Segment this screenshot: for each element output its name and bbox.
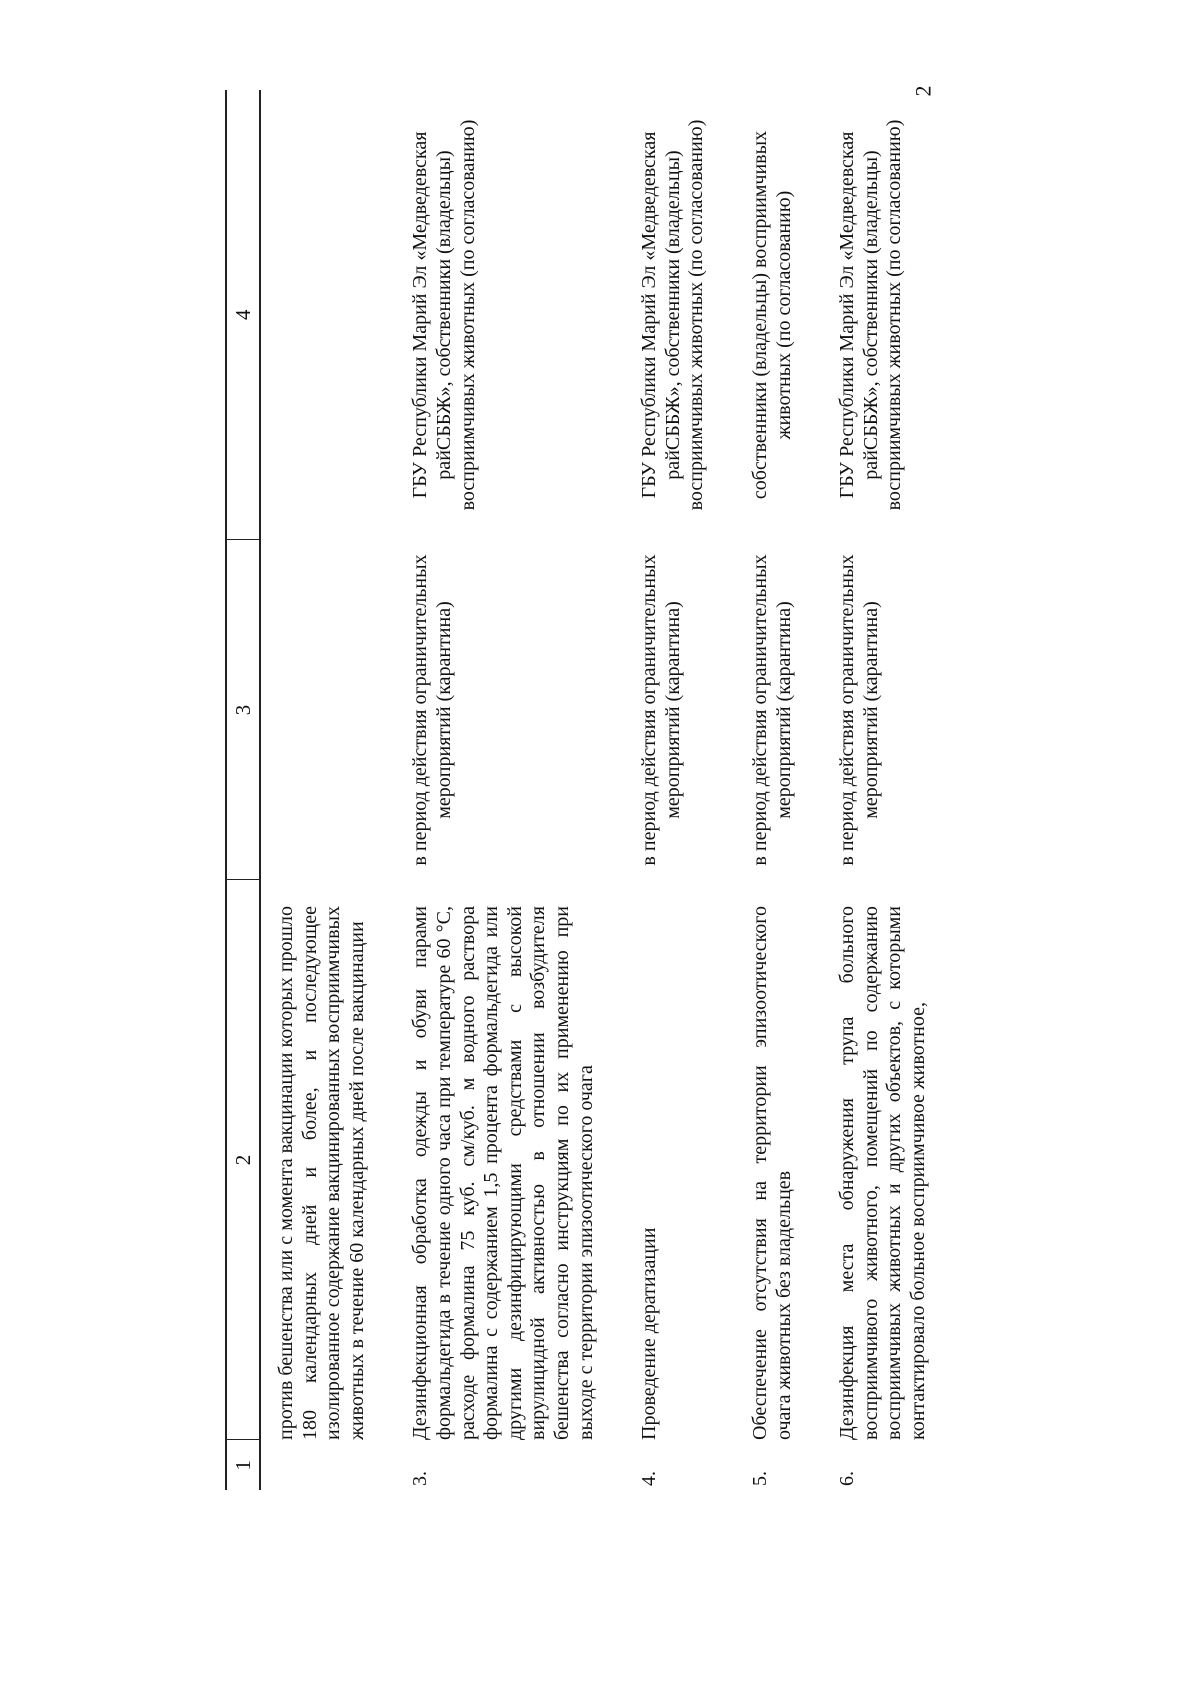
- rotated-page-content: [225, 90, 1075, 1490]
- header-col-1: 1: [226, 1440, 260, 1490]
- page-number: 2: [910, 85, 936, 97]
- header-col-3: 3: [226, 540, 260, 880]
- measures-table: [225, 90, 930, 1490]
- measure-description: Дезинфекция места обнаружения трупа больного восприимчивого животного, помещений по содержанию восприимчивых животных и других объектов, с которыми контактировало больное восприимчивое животное,: [836, 906, 929, 1440]
- row-number: 5.: [748, 1471, 771, 1486]
- row-number: [260, 1440, 369, 1490]
- measure-period: [260, 540, 369, 880]
- table-header-row: [226, 90, 260, 1490]
- table-row-4: [638, 90, 709, 1490]
- measure-period: в период действия ограничительных мероприятий (карантина): [409, 554, 455, 866]
- measure-period: в период действия ограничительных мероприятий (карантина): [748, 554, 795, 866]
- row-number: 4.: [638, 1471, 661, 1486]
- header-col-2: 2: [226, 880, 260, 1440]
- measure-responsible: ГБУ Республики Марий Эл «Медведевская райСББЖ», собственники (владельцы) восприимчивых животных (по согласованию): [836, 119, 906, 511]
- row-number: 3.: [409, 1471, 432, 1486]
- table-row-5: [749, 90, 796, 1490]
- measure-description: Дезинфекционная обработка одежды и обуви парами формальдегида в течение одного часа при температуре 60 °С, расходе формалина 75 куб. см/куб. м водного раствора формалина с содержанием 1,5 процента формальдегида или другими дезинфицирующими средствами с высокой вирулицидной активностью в отношении возбудителя бешенства согласно инструкциям по их применению при выходе с территории эпизоотического очага: [409, 906, 597, 1440]
- table-row-6: [836, 90, 930, 1490]
- table-row-3: [409, 90, 598, 1490]
- measure-responsible: ГБУ Республики Марий Эл «Медведевская райСББЖ», собственники (владельцы) восприимчивых животных (по согласованию): [409, 119, 479, 511]
- measure-responsible: собственники (владельцы) восприимчивых животных (по согласованию): [748, 130, 795, 500]
- measure-description: Проведение дератизации: [638, 1227, 661, 1440]
- header-col-4: 4: [226, 90, 260, 540]
- measure-responsible: [260, 90, 369, 540]
- measure-description: против бешенства или с момента вакцинации которых прошло 180 календарных дней и более, и последующее изолированное содержание вакцинированных восприимчивых животных в течение 60 календарных дней после вакцинации: [275, 906, 368, 1440]
- measure-period: в период действия ограничительных мероприятий (карантина): [638, 554, 684, 866]
- measure-description: Обеспечение отсутствия на территории эпизоотического очага животных без владельцев: [748, 906, 795, 1440]
- table-row-continuation: [260, 90, 369, 1490]
- row-number: 6.: [836, 1471, 859, 1486]
- measure-period: в период действия ограничительных мероприятий (карантина): [836, 554, 882, 866]
- measure-responsible: ГБУ Республики Марий Эл «Медведевская райСББЖ», собственники (владельцы) восприимчивых животных (по согласованию): [638, 119, 708, 511]
